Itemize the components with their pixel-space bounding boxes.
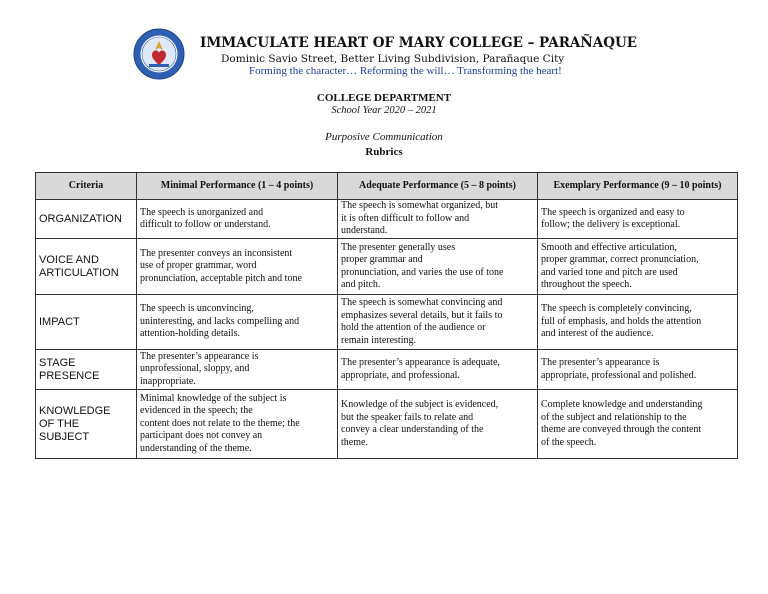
table-row: [36, 239, 738, 295]
criterion-cell: STAGE PRESENCE: [36, 350, 137, 390]
school-year: School Year 2020 – 2021: [331, 105, 437, 116]
document-title: Rubrics: [365, 146, 403, 158]
criterion-cell: KNOWLEDGE OF THE SUBJECT: [36, 390, 137, 459]
adequate-cell: The presenter’s appearance is adequate, appropriate, and professional.: [338, 350, 538, 390]
exemplary-cell: The speech is completely convincing, full of emphasis, and holds the attention and interest of the audience.: [538, 295, 738, 350]
criterion-cell: IMPACT: [36, 295, 137, 350]
college-address: Dominic Savio Street, Better Living Subdivision, Parañaque City: [221, 53, 565, 65]
adequate-cell: Knowledge of the subject is evidenced, but the speaker fails to relate and convey a clear understanding of the theme.: [338, 390, 538, 459]
minimal-cell: The presenter’s appearance is unprofessional, sloppy, and inappropriate.: [137, 350, 338, 390]
exemplary-cell: The presenter’s appearance is appropriate, professional and polished.: [538, 350, 738, 390]
adequate-cell: The speech is somewhat organized, but it is often difficult to follow and understand.: [338, 200, 538, 239]
minimal-cell: The speech is unorganized and difficult to follow or understand.: [137, 200, 338, 239]
criterion-cell: VOICE AND ARTICULATION: [36, 239, 137, 295]
department-title: COLLEGE DEPARTMENT: [316, 92, 452, 104]
adequate-cell: The presenter generally uses proper grammar and pronunciation, and varies the use of tone and pitch.: [338, 239, 538, 295]
college-seal-logo: [133, 28, 185, 80]
college-motto: Forming the character… Reforming the will… Transforming the heart!: [249, 65, 562, 77]
table-row: [36, 200, 738, 239]
header-exemplary: Exemplary Performance (9 – 10 points): [538, 173, 738, 200]
exemplary-cell: The speech is organized and easy to follow; the delivery is exceptional.: [538, 200, 738, 239]
table-row: [36, 350, 738, 390]
adequate-cell: The speech is somewhat convincing and emphasizes several details, but it fails to hold the attention of the audience or remain interesting.: [338, 295, 538, 350]
exemplary-cell: Smooth and effective articulation, proper grammar, correct pronunciation, and varied tone and pitch are used throughout the speech.: [538, 239, 738, 295]
header-minimal: Minimal Performance (1 – 4 points): [137, 173, 338, 200]
header-adequate: Adequate Performance (5 – 8 points): [338, 173, 538, 200]
college-name: IMMACULATE HEART OF MARY COLLEGE – PARAÑAQUE: [200, 35, 638, 51]
minimal-cell: The presenter conveys an inconsistent use of proper grammar, word pronunciation, acceptable pitch and tone: [137, 239, 338, 295]
exemplary-cell: Complete knowledge and understanding of the subject and relationship to the theme are conveyed through the content of the speech.: [538, 390, 738, 459]
table-row: [36, 295, 738, 350]
header-criteria: Criteria: [36, 173, 137, 200]
minimal-cell: The speech is unconvincing, uninteresting, and lacks compelling and attention-holding details.: [137, 295, 338, 350]
minimal-cell: Minimal knowledge of the subject is evidenced in the speech; the content does not relate to the theme; the participant does not convey an understanding of the theme.: [137, 390, 338, 459]
criterion-cell: ORGANIZATION: [36, 200, 137, 239]
table-row: [36, 390, 738, 459]
table-header-row: [36, 173, 738, 200]
subject-title: Purposive Communication: [325, 131, 443, 143]
rubric-table: [35, 172, 738, 459]
